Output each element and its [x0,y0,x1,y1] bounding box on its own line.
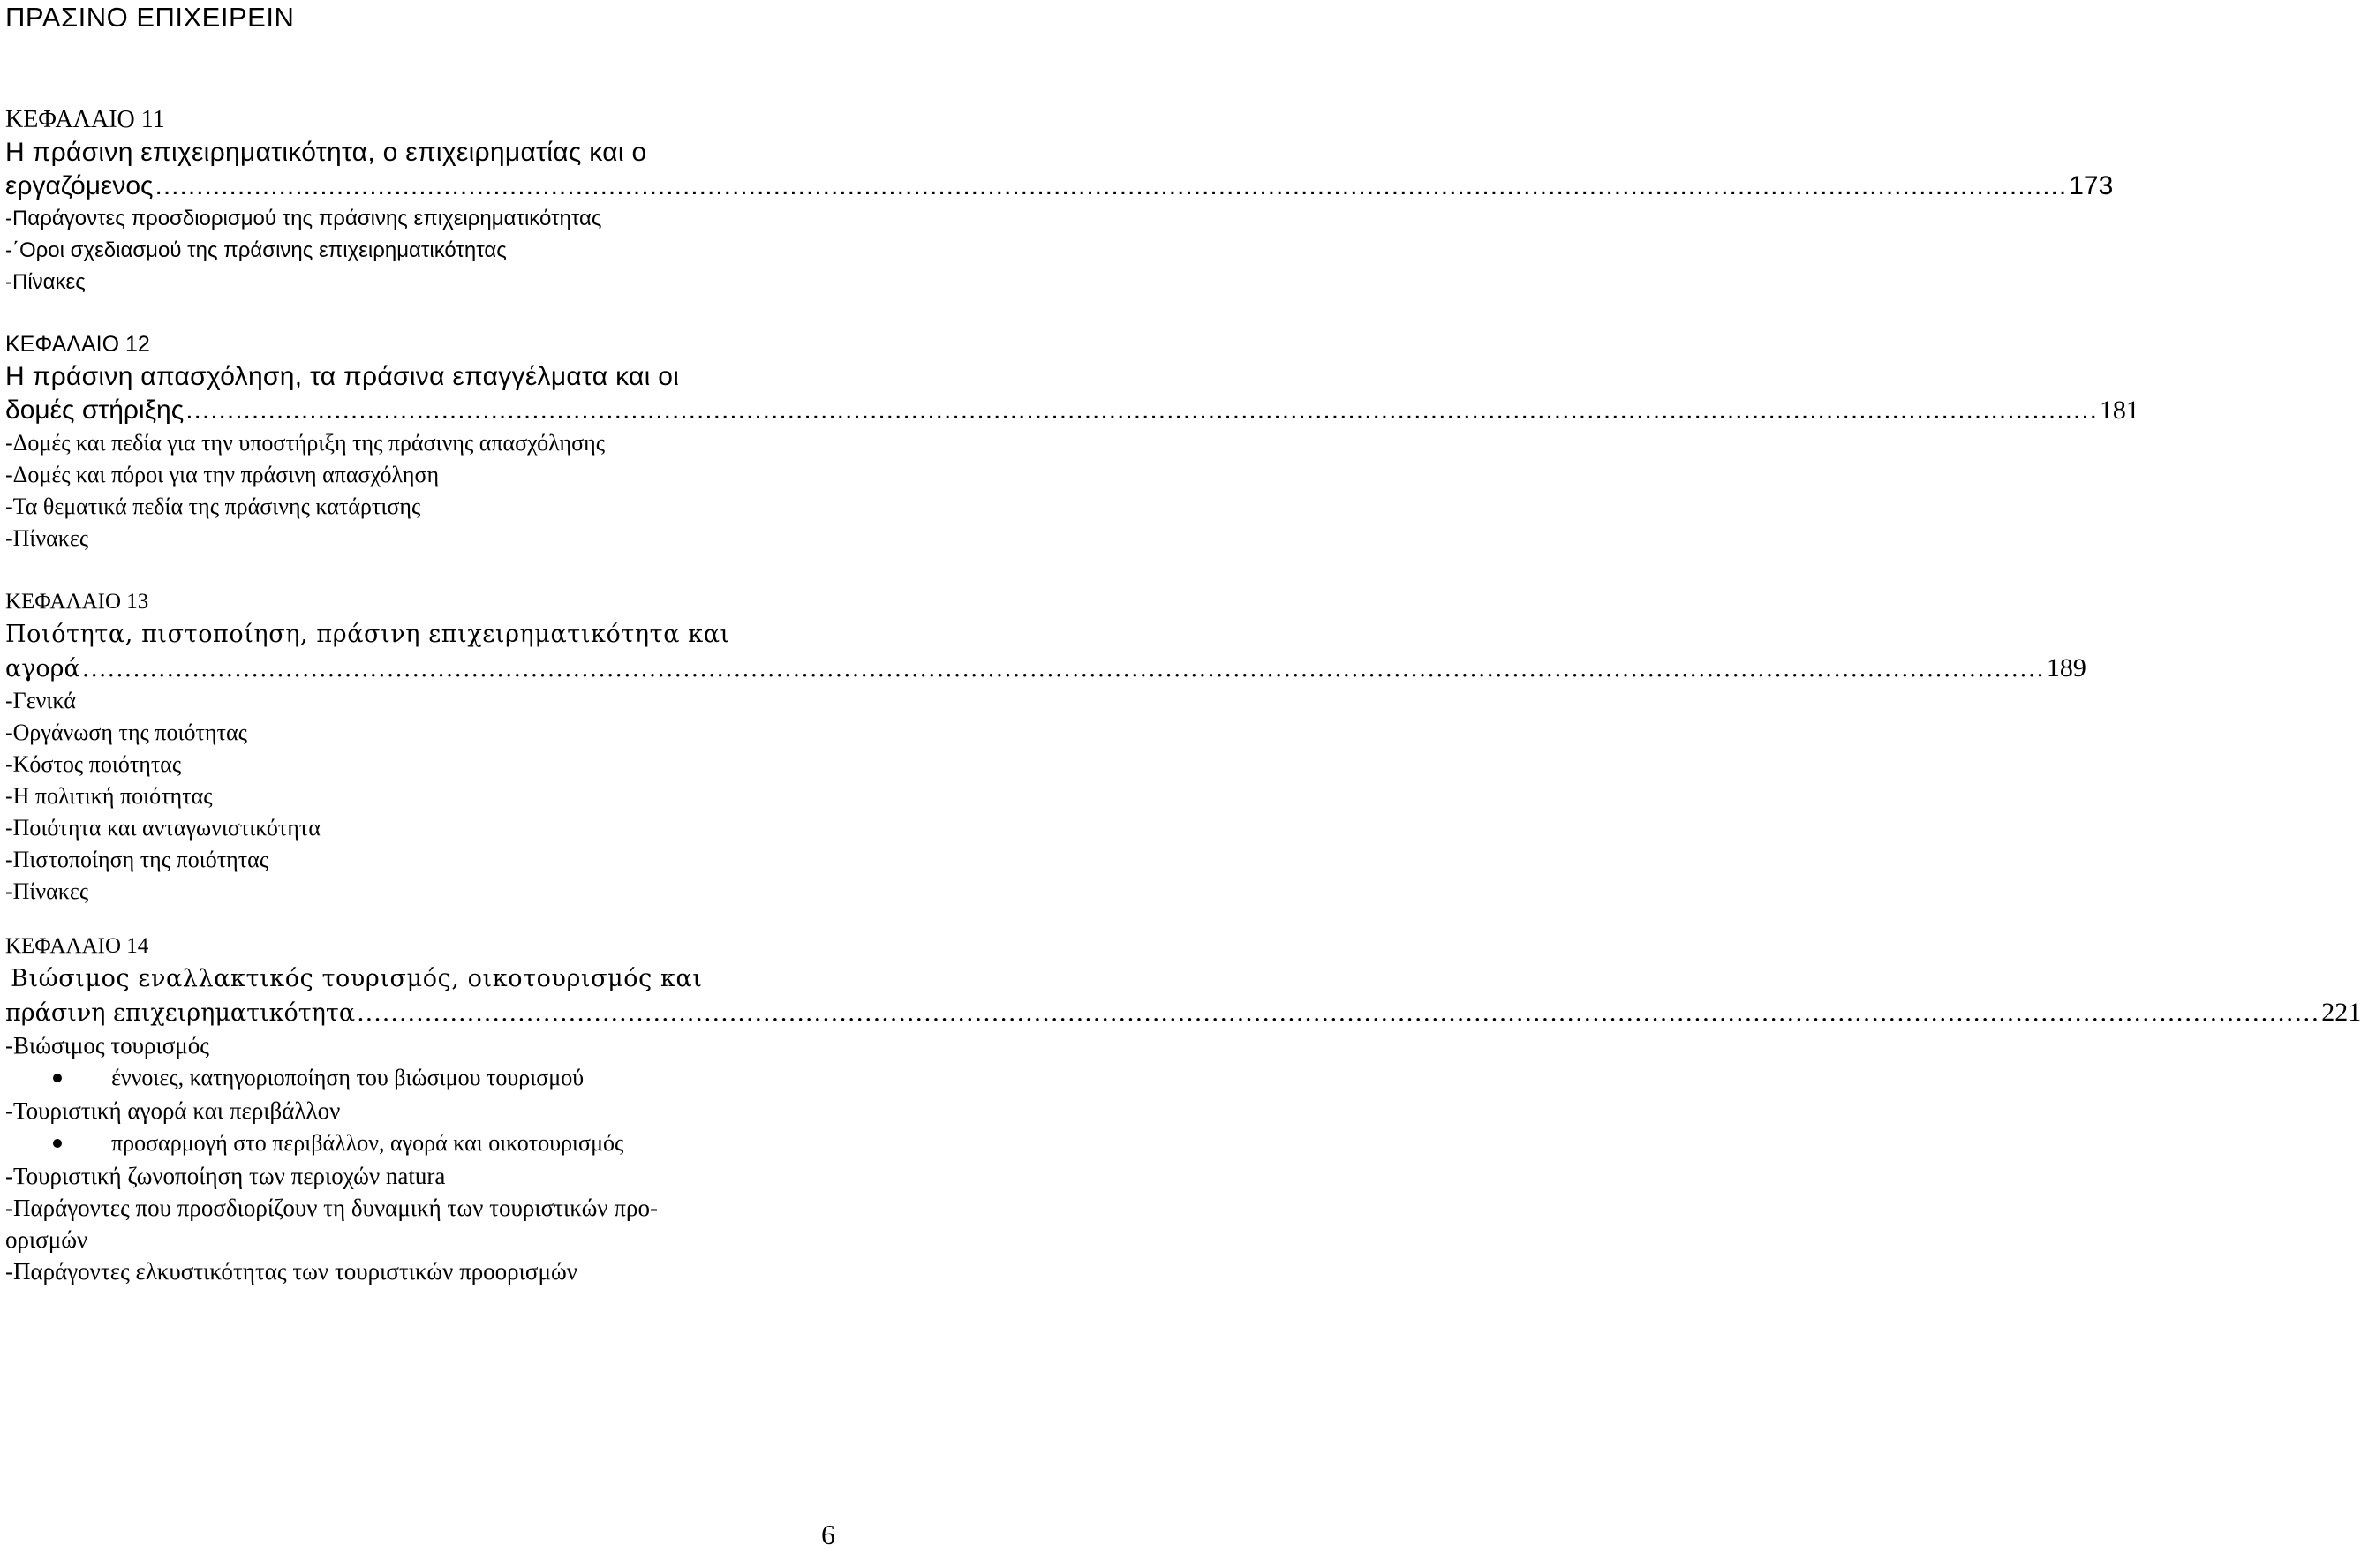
toc-subitem: -Πιστοποίηση της ποιότητας [5,847,269,872]
toc-subitem: -Τα θεματικά πεδία της πράσινης κατάρτισης [5,494,421,519]
chapter-label: ΚΕΦΑΛΑΙΟ 14 [5,934,149,958]
chapter-label: ΚΕΦΑΛΑΙΟ 12 [5,332,150,357]
toc-subitem: ορισμών [5,1226,88,1253]
bullet-icon [53,1139,62,1148]
chapter-title: Η πράσινη επιχειρηματικότητα, ο επιχειρηματίας και ο [5,138,647,167]
toc-page-number: 189 [2046,653,2086,682]
toc-page-number: 221 [2321,998,2361,1027]
chapter-12 [5,328,2139,554]
toc-subitem: -Βιώσιμος τουρισμός [5,1032,209,1059]
toc-subitem: -Η πολιτική ποιότητας [5,783,213,809]
toc-subitem: -Παράγοντες προσδιορισμού της πράσινης επιχειρηματικότητας [5,207,602,230]
bullet-text: έννοιες, κατηγοριοποίηση του βιώσιμου τουρισμού [111,1065,585,1090]
toc-page-number: 173 [2069,171,2114,200]
toc-subitem: -Δομές και πεδία για την υποστήριξη της πράσινης απασχόλησης [5,430,606,456]
leader-dots: ........................................................................................................................................................................................................................................ [185,396,2098,425]
toc-subitem: -Πίνακες [5,525,89,551]
toc-subitem: -Οργάνωση της ποιότητας [5,720,247,745]
toc-subitem: -Κόστος ποιότητας [5,751,182,777]
chapter-label: ΚΕΦΑΛΑΙΟ 13 [5,590,149,614]
chapter-13 [5,586,2086,908]
chapter-title: Η πράσινη απασχόληση, τα πράσινα επαγγέλματα και οι [5,362,680,391]
chapter-label: ΚΕΦΑΛΑΙΟ 11 [5,106,165,133]
toc-page-number: 181 [2099,396,2139,425]
toc-subitem: -Γενικά [5,688,76,713]
document-title: ΠΡΑΣΙΝΟ ΕΠΙΧΕΙΡΕΙΝ [5,2,295,33]
chapter-title: Βιώσιμος εναλλακτικός τουρισμός, οικοτουρισμός και [11,965,703,992]
toc-subitem: -Τουριστική ζωνοποίηση των περιοχών natura [5,1163,446,1189]
toc-subitem: -΄Οροι σχεδιασμού της πράσινης επιχειρηματικότητας [5,238,507,262]
toc-bullet-item [5,1061,842,1095]
leader-dots: ........................................................................................................................................................................................................................................ [357,999,2320,1027]
toc-entry-line[interactable] [5,652,2086,685]
chapter-title-continuation: πράσινη επιχειρηματικότητα [5,999,356,1027]
toc-subitem: -Πίνακες [5,878,89,904]
leader-dots: ........................................................................................................................................................................................................................................ [155,171,2068,200]
leader-dots: ........................................................................................................................................................................................................................................ [81,655,2045,682]
bullet-icon [53,1074,62,1082]
toc-subitem: -Παράγοντες που προσδιορίζουν τη δυναμική των τουριστικών προ- [5,1195,658,1221]
toc-bullet-item [5,1127,842,1160]
toc-entry-line[interactable] [5,394,2139,427]
chapter-title-continuation: αγορά [5,655,80,682]
toc-subitem: -Τουριστική αγορά και περιβάλλον [5,1097,341,1124]
toc-subitem: -Ποιότητα και ανταγωνιστικότητα [5,815,321,841]
chapter-title-continuation: εργαζόμενος [5,171,154,200]
toc-entry-line[interactable] [5,170,2114,203]
page-number: 6 [821,1519,835,1550]
chapter-title-continuation: δομές στήριξης [5,396,185,425]
toc-subitem: -Δομές και πόροι για την πράσινη απασχόληση [5,462,440,487]
toc-entry-line[interactable] [5,996,2361,1029]
toc-subitem: -Πίνακες [5,270,86,294]
bullet-text: προσαρμογή στο περιβάλλον, αγορά και οικοτουρισμός [111,1130,624,1156]
chapter-11 [5,104,2114,298]
toc-subitem: -Παράγοντες ελκυστικότητας των τουριστικών προορισμών [5,1258,577,1285]
chapter-title: Ποιότητα, πιστοποίηση, πράσινη επιχειρηματικότητα και [5,621,730,648]
chapter-14 [5,931,2361,1287]
